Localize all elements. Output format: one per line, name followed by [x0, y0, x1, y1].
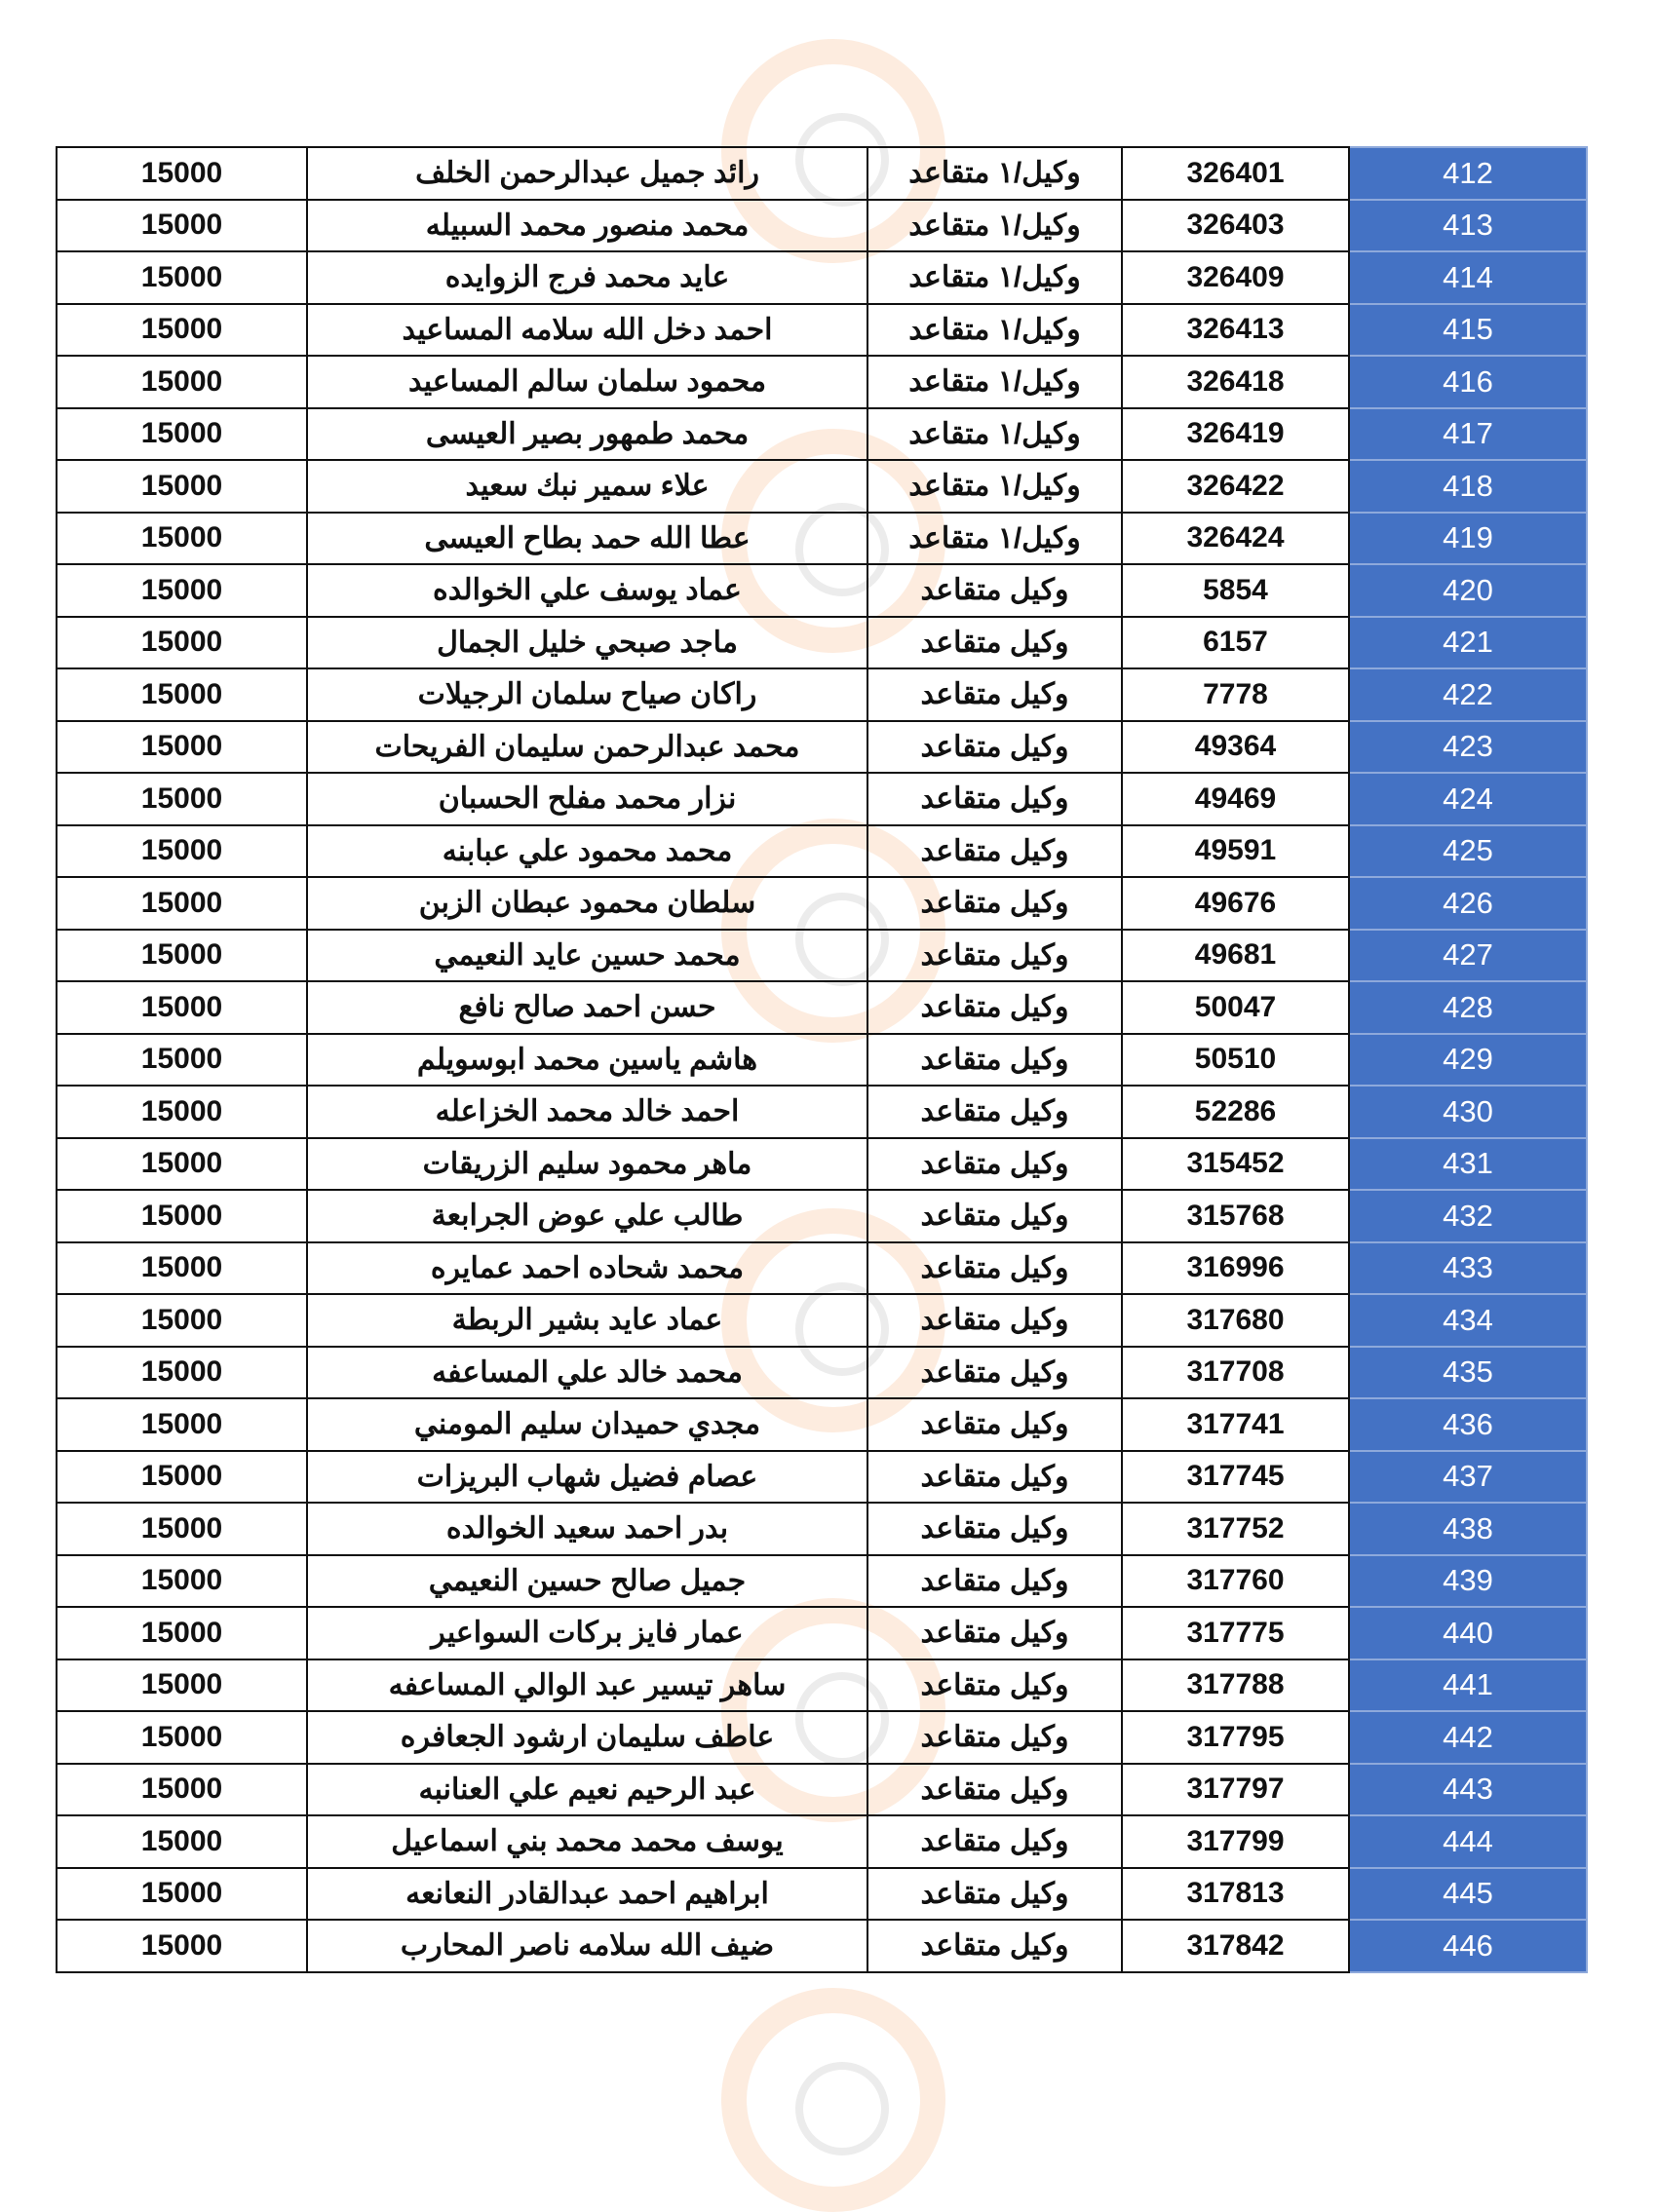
sequence-cell: 430	[1349, 1086, 1587, 1138]
name-cell: ضيف الله سلامه ناصر المحارب	[307, 1920, 867, 1972]
sequence-cell: 420	[1349, 564, 1587, 617]
id-cell: 317797	[1122, 1764, 1349, 1816]
table-row	[57, 773, 1587, 825]
name-cell: عصام فضيل شهاب البريزات	[307, 1451, 867, 1504]
table-row	[57, 513, 1587, 565]
status-cell: وكيل متقاعد	[867, 1347, 1122, 1399]
sequence-cell: 442	[1349, 1711, 1587, 1764]
name-cell: محمد عبدالرحمن سليمان الفريحات	[307, 721, 867, 774]
name-cell: نزار محمد مفلح الحسبان	[307, 773, 867, 825]
status-cell: وكيل متقاعد	[867, 1190, 1122, 1242]
name-cell: عبد الرحيم نعيم علي العنانبه	[307, 1764, 867, 1816]
table-row	[57, 825, 1587, 878]
table-body	[57, 147, 1587, 1972]
table-row	[57, 1920, 1587, 1972]
amount-cell: 15000	[57, 147, 307, 200]
sequence-cell: 443	[1349, 1764, 1587, 1816]
id-cell: 317775	[1122, 1607, 1349, 1659]
id-cell: 326413	[1122, 304, 1349, 357]
name-cell: ساهر تيسير عبد الوالي المساعفه	[307, 1659, 867, 1712]
id-cell: 317799	[1122, 1815, 1349, 1868]
sequence-cell: 419	[1349, 513, 1587, 565]
amount-cell: 15000	[57, 721, 307, 774]
amount-cell: 15000	[57, 668, 307, 721]
amount-cell: 15000	[57, 773, 307, 825]
amount-cell: 15000	[57, 513, 307, 565]
amount-cell: 15000	[57, 981, 307, 1034]
table-row	[57, 460, 1587, 513]
status-cell: وكيل متقاعد	[867, 617, 1122, 669]
id-cell: 326409	[1122, 251, 1349, 304]
status-cell: وكيل/١ متقاعد	[867, 356, 1122, 408]
id-cell: 5854	[1122, 564, 1349, 617]
sequence-cell: 444	[1349, 1815, 1587, 1868]
table-row	[57, 1555, 1587, 1608]
table-row	[57, 304, 1587, 357]
table-row	[57, 981, 1587, 1034]
status-cell: وكيل متقاعد	[867, 1868, 1122, 1921]
amount-cell: 15000	[57, 825, 307, 878]
amount-cell: 15000	[57, 1034, 307, 1087]
status-cell: وكيل/١ متقاعد	[867, 304, 1122, 357]
name-cell: يوسف محمد محمد بني اسماعيل	[307, 1815, 867, 1868]
sequence-cell: 437	[1349, 1451, 1587, 1504]
amount-cell: 15000	[57, 356, 307, 408]
sequence-cell: 440	[1349, 1607, 1587, 1659]
amount-cell: 15000	[57, 1398, 307, 1451]
table-row	[57, 200, 1587, 252]
amount-cell: 15000	[57, 1868, 307, 1921]
name-cell: محمد خالد علي المساعفه	[307, 1347, 867, 1399]
status-cell: وكيل متقاعد	[867, 1034, 1122, 1087]
amount-cell: 15000	[57, 1920, 307, 1972]
name-cell: احمد خالد محمد الخزاعله	[307, 1086, 867, 1138]
amount-cell: 15000	[57, 1607, 307, 1659]
sequence-cell: 427	[1349, 930, 1587, 982]
table-row	[57, 617, 1587, 669]
name-cell: علاء سمير نبك سعيد	[307, 460, 867, 513]
table-row	[57, 1242, 1587, 1295]
table-row	[57, 721, 1587, 774]
sequence-cell: 439	[1349, 1555, 1587, 1608]
name-cell: ماهر محمود سليم الزريقات	[307, 1138, 867, 1191]
name-cell: عمار فايز بركات السواعير	[307, 1607, 867, 1659]
id-cell: 317741	[1122, 1398, 1349, 1451]
amount-cell: 15000	[57, 564, 307, 617]
name-cell: عطا الله حمد بطاح العيسى	[307, 513, 867, 565]
amount-cell: 15000	[57, 1138, 307, 1191]
status-cell: وكيل متقاعد	[867, 1711, 1122, 1764]
id-cell: 315452	[1122, 1138, 1349, 1191]
table-row	[57, 1503, 1587, 1555]
id-cell: 317745	[1122, 1451, 1349, 1504]
table-row	[57, 251, 1587, 304]
name-cell: حسن احمد صالح نافع	[307, 981, 867, 1034]
id-cell: 326422	[1122, 460, 1349, 513]
name-cell: مجدي حميدان سليم المومني	[307, 1398, 867, 1451]
status-cell: وكيل/١ متقاعد	[867, 200, 1122, 252]
status-cell: وكيل متقاعد	[867, 564, 1122, 617]
sequence-cell: 426	[1349, 877, 1587, 930]
amount-cell: 15000	[57, 408, 307, 461]
name-cell: جميل صالح حسين النعيمي	[307, 1555, 867, 1608]
sequence-cell: 436	[1349, 1398, 1587, 1451]
status-cell: وكيل متقاعد	[867, 668, 1122, 721]
id-cell: 49681	[1122, 930, 1349, 982]
sequence-cell: 418	[1349, 460, 1587, 513]
sequence-cell: 434	[1349, 1294, 1587, 1347]
name-cell: محمد شحاده احمد عمايره	[307, 1242, 867, 1295]
status-cell: وكيل متقاعد	[867, 1764, 1122, 1816]
id-cell: 50047	[1122, 981, 1349, 1034]
name-cell: عايد محمد فرج الزوايده	[307, 251, 867, 304]
sequence-cell: 412	[1349, 147, 1587, 200]
sequence-cell: 415	[1349, 304, 1587, 357]
id-cell: 317708	[1122, 1347, 1349, 1399]
table-row	[57, 408, 1587, 461]
name-cell: عماد عايد بشير الربطة	[307, 1294, 867, 1347]
name-cell: هاشم ياسين محمد ابوسويلم	[307, 1034, 867, 1087]
table-row	[57, 930, 1587, 982]
table-row	[57, 877, 1587, 930]
name-cell: سلطان محمود عبطان الزبن	[307, 877, 867, 930]
amount-cell: 15000	[57, 930, 307, 982]
table-row	[57, 1607, 1587, 1659]
amount-cell: 15000	[57, 877, 307, 930]
amount-cell: 15000	[57, 617, 307, 669]
table-row	[57, 1711, 1587, 1764]
sequence-cell: 425	[1349, 825, 1587, 878]
id-cell: 315768	[1122, 1190, 1349, 1242]
id-cell: 317760	[1122, 1555, 1349, 1608]
table-row	[57, 1868, 1587, 1921]
sequence-cell: 438	[1349, 1503, 1587, 1555]
id-cell: 326418	[1122, 356, 1349, 408]
amount-cell: 15000	[57, 1347, 307, 1399]
sequence-cell: 432	[1349, 1190, 1587, 1242]
status-cell: وكيل متقاعد	[867, 1815, 1122, 1868]
table-row	[57, 1138, 1587, 1191]
status-cell: وكيل متقاعد	[867, 930, 1122, 982]
status-cell: وكيل متقاعد	[867, 1086, 1122, 1138]
amount-cell: 15000	[57, 1659, 307, 1712]
amount-cell: 15000	[57, 1294, 307, 1347]
id-cell: 326401	[1122, 147, 1349, 200]
sequence-cell: 441	[1349, 1659, 1587, 1712]
name-cell: عاطف سليمان ارشود الجعافره	[307, 1711, 867, 1764]
sequence-cell: 423	[1349, 721, 1587, 774]
status-cell: وكيل متقاعد	[867, 877, 1122, 930]
id-cell: 317752	[1122, 1503, 1349, 1555]
table-row	[57, 1190, 1587, 1242]
status-cell: وكيل/١ متقاعد	[867, 513, 1122, 565]
id-cell: 326424	[1122, 513, 1349, 565]
sequence-cell: 424	[1349, 773, 1587, 825]
sequence-cell: 414	[1349, 251, 1587, 304]
name-cell: راكان صياح سلمان الرجيلات	[307, 668, 867, 721]
status-cell: وكيل متقاعد	[867, 1294, 1122, 1347]
id-cell: 49676	[1122, 877, 1349, 930]
status-cell: وكيل متقاعد	[867, 1451, 1122, 1504]
amount-cell: 15000	[57, 1086, 307, 1138]
sequence-cell: 429	[1349, 1034, 1587, 1087]
name-cell: بدر احمد سعيد الخوالده	[307, 1503, 867, 1555]
status-cell: وكيل متقاعد	[867, 1242, 1122, 1295]
id-cell: 52286	[1122, 1086, 1349, 1138]
sequence-cell: 446	[1349, 1920, 1587, 1972]
amount-cell: 15000	[57, 1190, 307, 1242]
table-row	[57, 1659, 1587, 1712]
status-cell: وكيل متقاعد	[867, 721, 1122, 774]
status-cell: وكيل/١ متقاعد	[867, 460, 1122, 513]
id-cell: 317842	[1122, 1920, 1349, 1972]
amount-cell: 15000	[57, 1451, 307, 1504]
table-row	[57, 1347, 1587, 1399]
table-row	[57, 1398, 1587, 1451]
status-cell: وكيل متقاعد	[867, 1920, 1122, 1972]
status-cell: وكيل/١ متقاعد	[867, 251, 1122, 304]
status-cell: وكيل متقاعد	[867, 1138, 1122, 1191]
id-cell: 50510	[1122, 1034, 1349, 1087]
table-row	[57, 147, 1587, 200]
id-cell: 49591	[1122, 825, 1349, 878]
name-cell: محمد منصور محمد السبيله	[307, 200, 867, 252]
amount-cell: 15000	[57, 1815, 307, 1868]
id-cell: 326403	[1122, 200, 1349, 252]
amount-cell: 15000	[57, 1764, 307, 1816]
sequence-cell: 445	[1349, 1868, 1587, 1921]
table-row	[57, 1815, 1587, 1868]
id-cell: 49364	[1122, 721, 1349, 774]
sequence-cell: 435	[1349, 1347, 1587, 1399]
table-row	[57, 1451, 1587, 1504]
sequence-cell: 433	[1349, 1242, 1587, 1295]
id-cell: 6157	[1122, 617, 1349, 669]
retirees-table	[56, 146, 1588, 1973]
table-row	[57, 564, 1587, 617]
table-row	[57, 1034, 1587, 1087]
sequence-cell: 428	[1349, 981, 1587, 1034]
status-cell: وكيل متقاعد	[867, 981, 1122, 1034]
amount-cell: 15000	[57, 200, 307, 252]
table-row	[57, 1086, 1587, 1138]
name-cell: محمد حسين عايد النعيمي	[307, 930, 867, 982]
status-cell: وكيل متقاعد	[867, 773, 1122, 825]
id-cell: 317813	[1122, 1868, 1349, 1921]
name-cell: احمد دخل الله سلامه المساعيد	[307, 304, 867, 357]
table-row	[57, 356, 1587, 408]
amount-cell: 15000	[57, 304, 307, 357]
sequence-cell: 421	[1349, 617, 1587, 669]
name-cell: طالب علي عوض الجرابعة	[307, 1190, 867, 1242]
id-cell: 7778	[1122, 668, 1349, 721]
name-cell: محمود سلمان سالم المساعيد	[307, 356, 867, 408]
status-cell: وكيل متقاعد	[867, 1503, 1122, 1555]
status-cell: وكيل/١ متقاعد	[867, 408, 1122, 461]
name-cell: رائد جميل عبدالرحمن الخلف	[307, 147, 867, 200]
status-cell: وكيل متقاعد	[867, 1659, 1122, 1712]
status-cell: وكيل متقاعد	[867, 1607, 1122, 1659]
amount-cell: 15000	[57, 251, 307, 304]
id-cell: 317795	[1122, 1711, 1349, 1764]
status-cell: وكيل متقاعد	[867, 1555, 1122, 1608]
id-cell: 316996	[1122, 1242, 1349, 1295]
sequence-cell: 417	[1349, 408, 1587, 461]
clock-watermark-icon	[721, 1988, 945, 2212]
name-cell: ابراهيم احمد عبدالقادر النعانعه	[307, 1868, 867, 1921]
name-cell: محمد طمهور بصير العيسى	[307, 408, 867, 461]
id-cell: 317680	[1122, 1294, 1349, 1347]
sequence-cell: 413	[1349, 200, 1587, 252]
amount-cell: 15000	[57, 1242, 307, 1295]
sequence-cell: 416	[1349, 356, 1587, 408]
name-cell: محمد محمود علي عبابنه	[307, 825, 867, 878]
status-cell: وكيل/١ متقاعد	[867, 147, 1122, 200]
sequence-cell: 431	[1349, 1138, 1587, 1191]
sequence-cell: 422	[1349, 668, 1587, 721]
amount-cell: 15000	[57, 460, 307, 513]
table-row	[57, 1764, 1587, 1816]
status-cell: وكيل متقاعد	[867, 1398, 1122, 1451]
name-cell: ماجد صبحي خليل الجمال	[307, 617, 867, 669]
id-cell: 326419	[1122, 408, 1349, 461]
id-cell: 49469	[1122, 773, 1349, 825]
table-row	[57, 668, 1587, 721]
name-cell: عماد يوسف علي الخوالده	[307, 564, 867, 617]
amount-cell: 15000	[57, 1711, 307, 1764]
amount-cell: 15000	[57, 1555, 307, 1608]
id-cell: 317788	[1122, 1659, 1349, 1712]
amount-cell: 15000	[57, 1503, 307, 1555]
table-row	[57, 1294, 1587, 1347]
status-cell: وكيل متقاعد	[867, 825, 1122, 878]
